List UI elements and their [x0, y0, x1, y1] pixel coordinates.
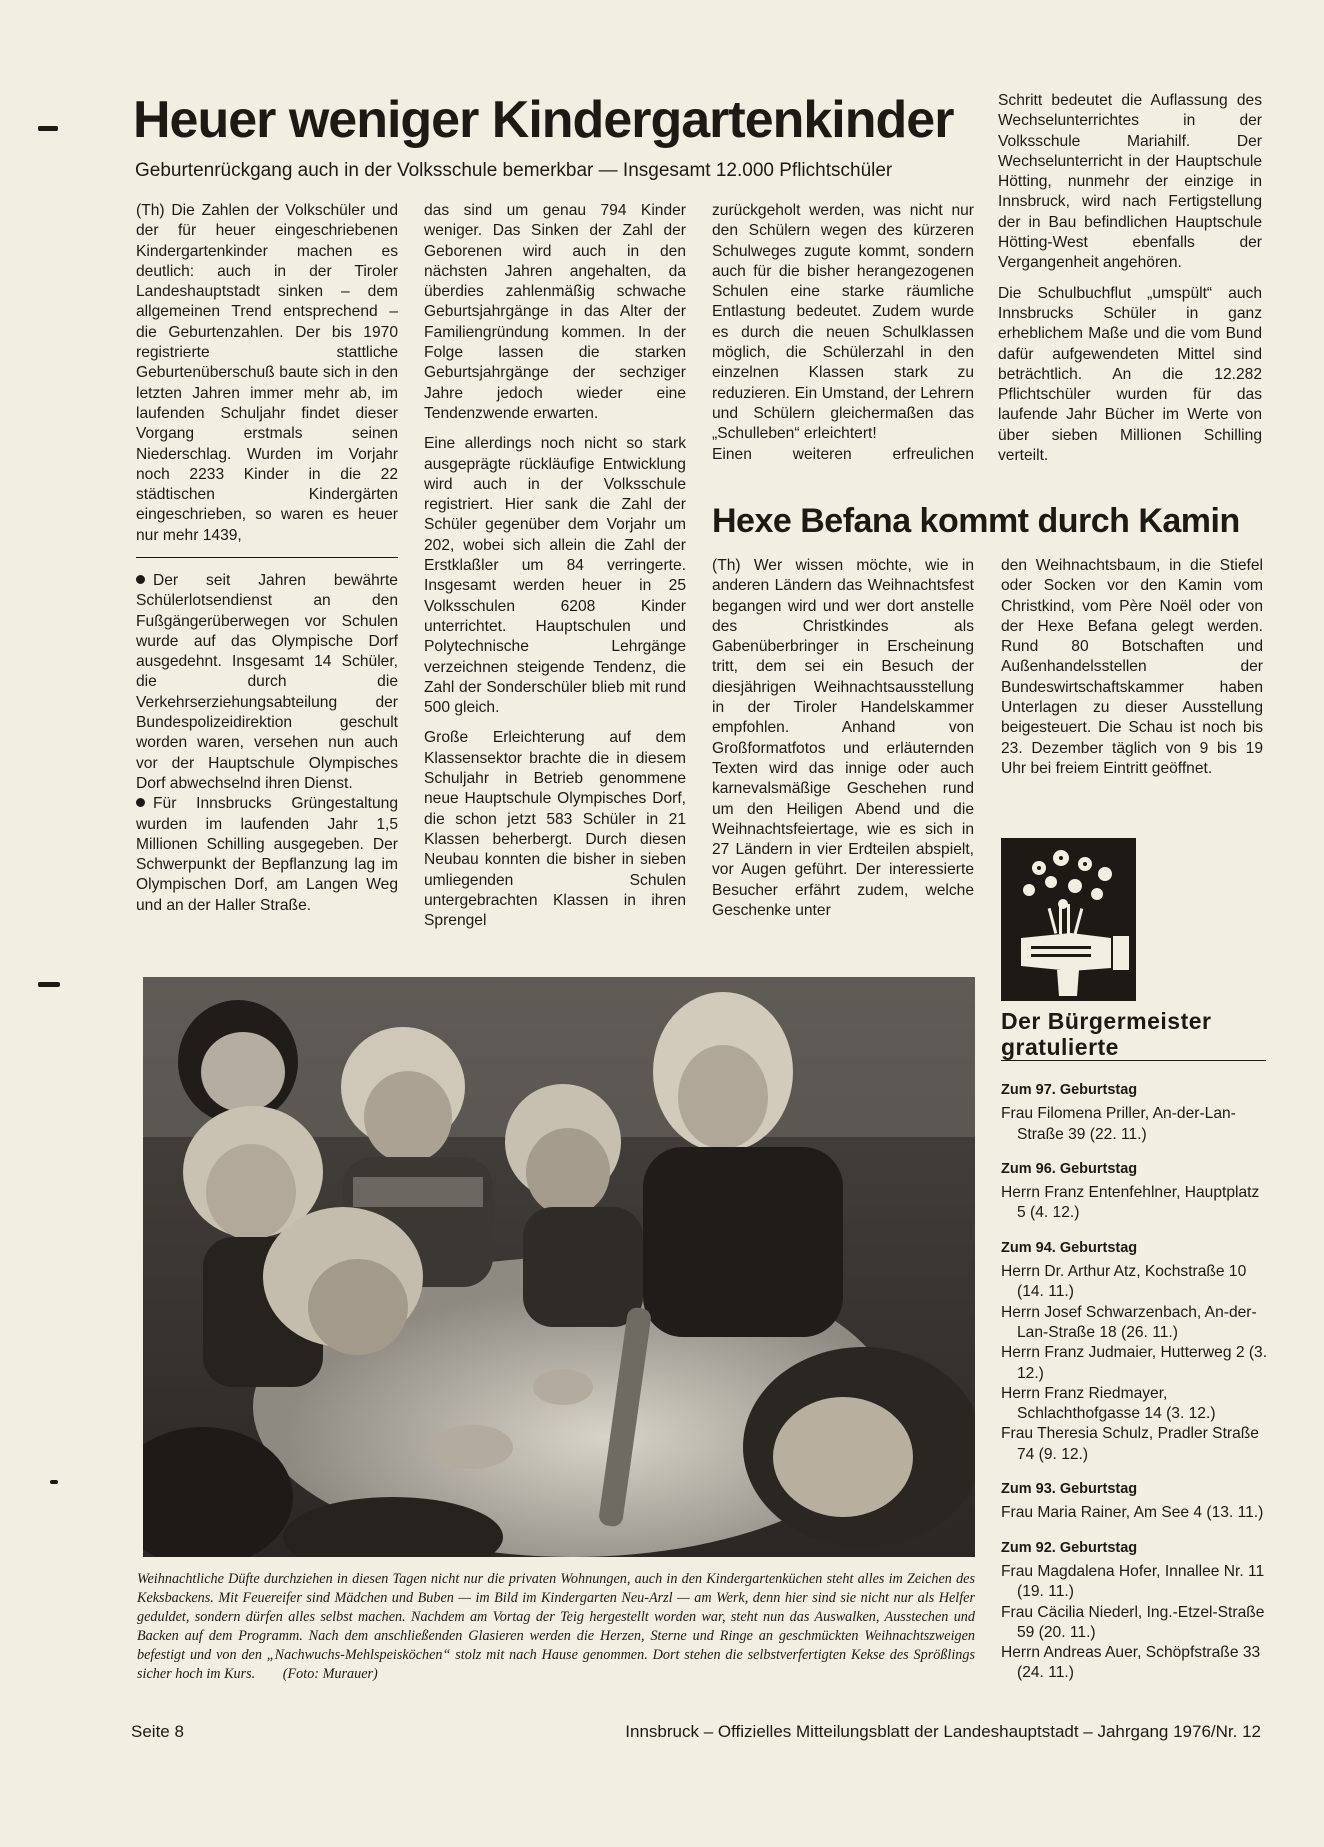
subheadline: Geburtenrückgang auch in der Volksschule bemerkbar — Insgesamt 12.000 Pflichtschüler [135, 160, 893, 181]
mayor-title-line-2: gratulierte [1001, 1034, 1119, 1060]
article-paragraph: Eine allerdings noch nicht so stark ausgeprägte rückläufige Entwicklung wird auch in der Volksschule registriert. Hier sank die Zahl der Schüler gegenüber dem Vorjahr um 202, wobei sich allein die Zahl der Erstklaßler um 84 verringerte. Insgesamt werden heuer in 25 Volksschulen 6208 Kinder unterrichtet. Hauptschulen und Polytechnische Lehrgänge verzeichnen steigende Tendenz, die Zahl der Sonderschüler blieb mit rund 500 gleich. [424, 435, 686, 717]
article-paragraph: (Th) Wer wissen möchte, wie in anderen Ländern das Weihnachtsfest begangen wird und wer dort anstelle des Christkindes als Gabenüberbringer in Erscheinung tritt, dem sei ein Besuch der diesjährigen Weihnachtsausstellung in der Tiroler Handelskammer empfohlen. Anhand von Großformatfotos und erläuternden Texten wird das innige oder auch karnevalsmäßige Geschehen rund um den Heiligen Abend und die Weihnachtsfeiertage, wie es sich in 27 Ländern in vier Erdteilen abspielt, vor Augen geführt. Der interessierte Besucher erfährt zudem, welche Geschenke unter [712, 557, 974, 920]
birthday-list [1001, 1080, 1269, 1698]
column-divider [136, 557, 398, 558]
article-paragraph: zurückgeholt werden, was nicht nur den Schülern wegen des kürzeren Schulweges zugute kommt, sondern auch für die bisher herangezogenen Schulen eine starke räumliche Entlastung bedeutet. Zudem wurde es durch die neuen Schulklassen möglich, die Schülerzahl in den einzelnen Klassen stark zu reduzieren. Ein Umstand, der Lehrern und Schülern gleichermaßen das „Schulleben“ erleichtert! [712, 202, 974, 443]
birthday-entry: Frau Magdalena Hofer, Innallee Nr. 11 (19. 11.) [1001, 1562, 1265, 1601]
photo-credit: (Foto: Murauer) [282, 1666, 378, 1682]
margin-mark-top [38, 126, 58, 131]
befana-headline: Hexe Befana kommt durch Kamin [712, 502, 1240, 540]
birthday-entry: Herrn Franz Judmaier, Hutterweg 2 (3. 12.) [1001, 1344, 1268, 1382]
article-paragraph: den Weihnachtsbaum, in die Stiefel oder Socken vor den Kamin vom Christkind, vom Père Noël oder von der Hexe Befana gelegt werden. Rund 80 Botschaften und Außenhandelsstellen der Bundeswirtschaftskammer haben Unterlagen zu dieser Ausstellung beigesteuert. Die Schau ist noch bis 23. Dezember täglich von 9 bis 19 Uhr bei freiem Eintritt geöffnet. [1001, 557, 1263, 777]
news-bullet-gruengestaltung: Für Innsbrucks Grüngestaltung wurden im laufenden Jahr 1,5 Millionen Schilling ausgegeben. Der Schwerpunkt der Bepflanzung lag im Olympischen Dorf, am Langen Weg und an der Haller Straße. [136, 794, 398, 916]
birthday-entry: Herrn Franz Entenfehlner, Hauptplatz 5 (4. 12.) [1001, 1184, 1260, 1222]
article-paragraph: Einen weiteren erfreulichen [712, 445, 974, 463]
article-paragraph: (Th) Die Zahlen der Volkschüler und der für heuer eingeschriebenen Kindergartenkinder machen es deutlich: auch in der Tiroler Landeshauptstadt sinken – dem allgemeinen Trend entsprechend – die Geburtenzahlen. Der bis 1970 registrierte stattliche Geburtenüberschuß baute sich in den letzten Jahren immer mehr ab, im laufenden Schuljahr findet dieser Vorgang erstmals seinen Niederschlag. Wurden im Vorjahr noch 2233 Kinder in die 22 städtischen Kindergärten eingeschrieben, so waren es heuer nur mehr 1439, [136, 202, 398, 544]
mayor-congratulations-title [1001, 1008, 1266, 1060]
birthday-entry: Frau Maria Rainer, Am See 4 (13. 11.) [1001, 1504, 1264, 1522]
article-paragraph: das sind um genau 794 Kinder weniger. Das Sinken der Zahl der Geborenen wird auch in den nächsten Jahren angehalten, da überdies zahlenmäßig schwache Geburtsjahrgänge in das Alter der Familiengründung kommen. In der Folge lassen die starken Geburtsjahrgänge der sechziger Jahre jedoch wieder eine Tendenzwende erwarten. [424, 202, 686, 422]
kindergarten-photo [143, 977, 975, 1557]
margin-mark-bottom [50, 1480, 58, 1484]
birthday-entry: Herrn Dr. Arthur Atz, Kochstraße 10 (14. 11.) [1001, 1263, 1247, 1301]
article-column-4 [998, 91, 1262, 476]
birthday-heading: Zum 93. Geburtstag [1001, 1481, 1138, 1498]
birthday-heading: Zum 94. Geburtstag [1001, 1239, 1138, 1256]
flower-bouquet-icon [1001, 838, 1136, 1001]
article-paragraph: Die Schulbuchflut „umspült“ auch Innsbrucks Schüler in ganz erheblichem Maße und die vom Bund dafür aufgewendeten Mittel sind beträchtlich. An die 12.282 Pflichtschüler wurden für das laufende Jahr Bücher im Werte von über sieben Millionen Schilling verteilt. [998, 284, 1262, 465]
birthday-heading: Zum 97. Geburtstag [1001, 1082, 1138, 1098]
photo-caption-text: Weihnachtliche Düfte durchziehen in diesen Tagen nicht nur die privaten Wohnungen, auch in den Kindergartenküchen steht alles im Zeichen des Keksbackens. Mit Feuereifer sind Mädchen und Buben — im Bild im Kindergarten Neu-Arzl — am Werk, denn hier sind sie nicht nur als Helfer geduldet, sondern dürfen alles selbst machen. Nachdem am Vortag der Teig hergestellt worden war, steht nun das Auswalken, Ausstechen und Backen auf dem Programm. Nach dem anschließenden Glasieren werden die Herzen, Sterne und Ringe an geschmückten Weihnachtszweigen befestigt und von den „Nachwuchs-Mehlspeisköchen“ stolz mit nach Hause genommen. Dort stehen die selbstverfertigten Kekse des Sprößlings sicher hoch im Kurs. [137, 1571, 975, 1682]
main-headline: Heuer weniger Kindergartenkinder [133, 91, 954, 149]
birthday-entry: Frau Theresia Schulz, Pradler Straße 74 (9. 12.) [1001, 1425, 1259, 1463]
befana-column-1 [712, 556, 974, 931]
befana-column-2 [1001, 556, 1263, 789]
margin-mark-middle [38, 982, 60, 987]
birthday-entry: Herrn Franz Riedmayer, Schlachthofgasse 14 (3. 12.) [1001, 1384, 1216, 1423]
birthday-heading: Zum 96. Geburtstag [1001, 1160, 1138, 1177]
article-column-3 [712, 201, 974, 475]
article-column-2 [424, 201, 686, 941]
page-number: Seite 8 [131, 1722, 184, 1741]
article-paragraph: Große Erleichterung auf dem Klassensektor brachte die in diesem Schuljahr in Betrieb genommene neue Hauptschule Olympisches Dorf, die schon jetzt 583 Schüler in 21 Klassen beherbergt. Durch diesen Neubau konnten die bisher in sieben umliegenden Schulen untergebrachten Klassen in ihren Sprengel [424, 729, 686, 930]
news-bullet-lotsendienst: Der seit Jahren bewährte Schülerlotsendienst an den Fußgängerüberwegen vor Schulen wurde auf das Olympische Dorf ausgedehnt. Insgesamt 14 Schüler, die durch die Verkehrserziehungsabteilung der Bundespolizeidirektion geschult worden waren, versehen nun auch vor der Hauptschule Olympisches Dorf abwechselnd ihren Dienst. [136, 571, 398, 794]
birthday-entry: Herrn Josef Schwarzenbach, An-der-Lan-Straße 18 (26. 11.) [1001, 1303, 1257, 1341]
birthday-heading: Zum 92. Geburtstag [1001, 1539, 1138, 1556]
birthday-entry: Frau Cäcilia Niederl, Ing.-Etzel-Straße 59 (20. 11.) [1001, 1603, 1265, 1641]
birthday-group-92 [1001, 1538, 1269, 1684]
article-column-1 [136, 201, 398, 558]
photo-caption [137, 1570, 975, 1684]
birthday-entry: Frau Filomena Priller, An-der-Lan-Straße 39 (22. 11.) [1001, 1105, 1236, 1143]
article-column-1-bullets [136, 571, 398, 926]
birthday-group-93 [1001, 1479, 1269, 1524]
article-paragraph: Schritt bedeutet die Auflassung des Wechselunterrichtes in der Volksschule Mariahilf. Der Wechselunterricht in der Hauptschule Hötting, nunmehr der einzige in Innsbruck, wird nach Fertigstellung der in Bau befindlichen Hauptschule Hötting-West ebenfalls der Vergangenheit angehören. [998, 92, 1262, 272]
mayor-title-rule [1001, 1060, 1266, 1061]
mayor-title-line-1: Der Bürgermeister [1001, 1008, 1212, 1034]
birthday-group-94 [1001, 1238, 1269, 1465]
birthday-group-97 [1001, 1080, 1269, 1145]
publication-line: Innsbruck – Offizielles Mitteilungsblatt der Landeshauptstadt – Jahrgang 1976/Nr. 12 [625, 1722, 1261, 1741]
kindergarten-photo-illustration [143, 977, 975, 1557]
birthday-entry: Herrn Andreas Auer, Schöpfstraße 33 (24. 11.) [1001, 1644, 1261, 1682]
birthday-group-96 [1001, 1159, 1269, 1224]
